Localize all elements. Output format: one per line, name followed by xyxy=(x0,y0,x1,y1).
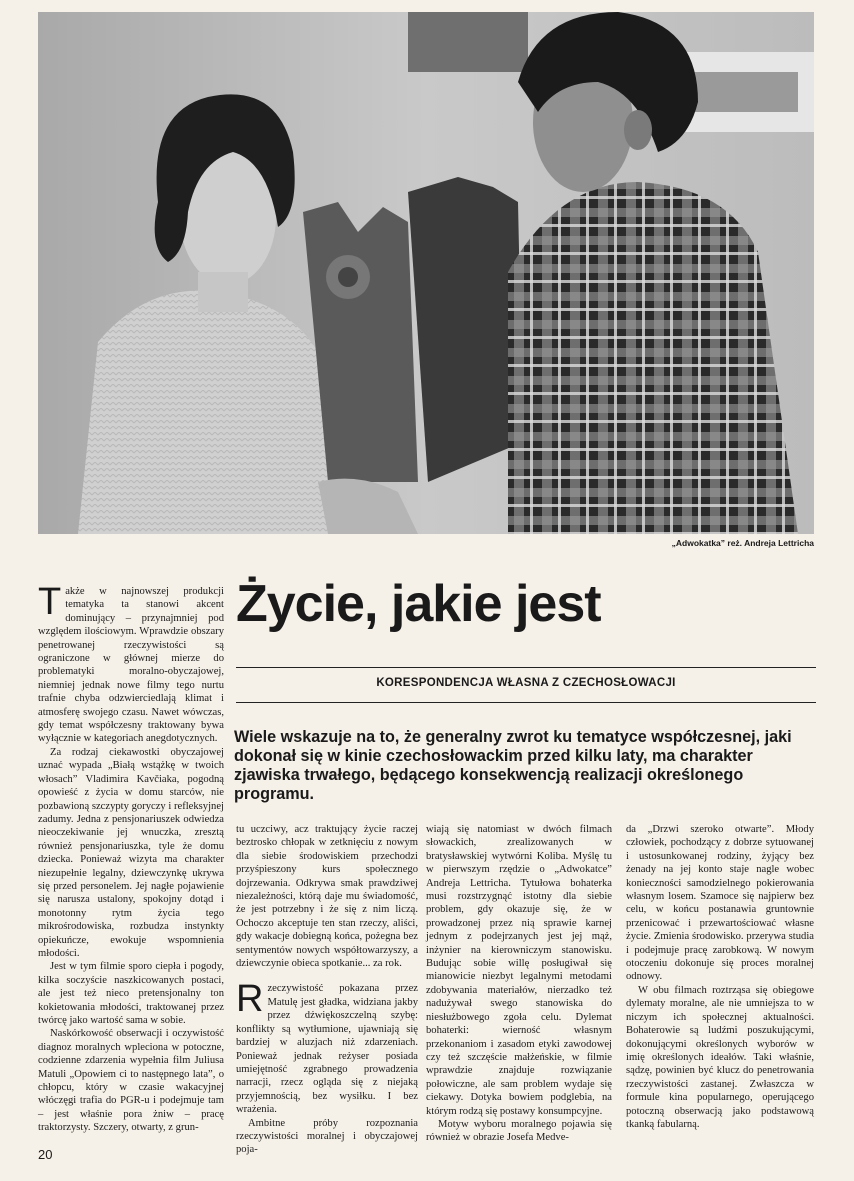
drop-cap: T xyxy=(38,581,62,623)
paragraph: Za rodzaj ciekawostki obyczajowej uznać wypada „Białą wstążkę w twoich włosach” Vladimira Kavčiaka, pogodną opowieść z życia w domu starców, nie pozbawioną szczypty goryczy i refleksyjnej zadumy. Jedna z pensjonariuszek odwiedza nieoczekiwanie jej wnuczka, zresztą również pensjonariuszka, tyle że domu dziecka. Ponieważ wizyta ma charakter niezupełnie legalny, dziewczynkę ukrywa się przed personelem. Jej nagłe pojawienie się narusza ustalony, spokojny dotąd i monotonny rytm życia tego mikrośrodowiska, rozbudza instynkty opiekuńcze, ewokuje wspomnienia młodości. xyxy=(38,746,224,959)
paragraph: da „Drzwi szeroko otwarte”. Młody człowiek, pochodzący z dobrze sytuowanej i ustosunkowanej rodziny, żyjący bez żenady na jej konto staje nagle wobec konieczności samodzielnego pokierowania własnym losem. Szamoce się najpierw bez celu, w końcu postanawia gruntownie przenicować i przewartościować własne życie. Zmienia środowisko. przerywa studia i podejmuje pracę zarobkową. W nowym otoczeniu dokonuje się proces moralnej odnowy. xyxy=(626,824,814,983)
paragraph: Naskórkowość obserwacji i oczywistość diagnoz moralnych wpleciona w potoczne, codzienne zdarzenia wypełnia film Juliusa Matuli „Opowiem ci to następnego lata”, o chłopcu, który w czasie wakacyjnej włóczęgi trafia do PGR-u i podejmuje tam – jest właśnie pora żniw – pracę traktorzysty. Szczery, otwarty, z grun- xyxy=(38,1028,224,1134)
paragraph: Także w najnowszej produkcji tematyka ta stanowi akcent dominujący – przynajmniej pod względem ilościowym. Wprawdzie obszary penetrowanej rzeczywistości są ograniczone w głównej mierze do problematyki moralno-obyczajowej, niemniej jednak nowe filmy tego nurtu trafnie chyba odzwierciedlają klimat i atmosferę swojego czasu. Nawet wówczas, gdy temat współczesny traktowany bywa wyłącznie w kategoriach anegdotycznych. xyxy=(38,581,224,745)
article-column-1 xyxy=(38,581,224,1135)
drop-cap: R xyxy=(236,978,264,1021)
article-lead: Wiele wskazuje na to, że generalny zwrot ku tematyce współczesnej, jaki dokonał się w kinie czechosłowackim przed kilku laty, ma charakter zjawiska trwałego, będącego konsekwencją realizacji określonego programu. xyxy=(234,728,792,803)
title-rule-top xyxy=(236,667,816,668)
paragraph: tu uczciwy, acz traktujący życie raczej beztrosko chłopak w zetknięciu z nowym dla siebie środowiskiem przechodzi przyśpieszony kurs społecznego dojrzewania. Odkrywa smak prawdziwej niezależności, którą daje mu świadomość, że jest potrzebny i że się z nim liczą. Ochoczo akceptuje ten stan rzeczy, aliści, gdy wakacje dobiegną końca, pożegna bez sentymentów nowych współtowarzyszy, a dziewczynie obieca spotkanie... za rok. xyxy=(236,824,418,970)
film-still-photo xyxy=(38,12,814,534)
paragraph: Rzeczywistość pokazana przez Matulę jest gładka, widziana jakby przez dźwiękoszczelną szybę: konflikty są wytłumione, ujawniają się bardziej w aluzjach niż zdarzeniach. Ponieważ jednak reżyser posiada umiejętność zgrabnego prowadzenia narracji, rzecz ogląda się z niejaką przyjemnością, bez wysiłku. I bez wrażenia. xyxy=(236,978,418,1116)
page-number: 20 xyxy=(38,1147,53,1162)
article-column-4 xyxy=(626,823,814,1131)
article-column-2 xyxy=(236,823,418,1157)
article-column-3 xyxy=(426,823,612,1145)
film-still-illustration xyxy=(38,12,814,534)
paragraph: Motyw wyboru moralnego pojawia się również w obrazie Josefa Medve- xyxy=(426,1118,612,1144)
photo-caption: „Adwokatka” reż. Andreja Lettricha xyxy=(671,538,814,548)
paragraph: W obu filmach roztrząsa się obiegowe dylematy moralne, ale nie umniejsza to w niczym ich społecznej aktualności. Bohaterowie są ludźmi poszukującymi, dokonującymi określonych wyborów w imię określonych ideałów. Taki właśnie, sądzę, powinien być klucz do penetrowania rzeczywistości zastanej. Zwłaszcza w formule kina popularnego, operującego potoczną obserwacją jako podstawową tkanką fabularną. xyxy=(626,984,814,1130)
article-title: Życie, jakie jest xyxy=(236,575,601,633)
title-rule-bottom xyxy=(236,702,816,703)
paragraph: wiają się natomiast w dwóch filmach słowackich, zrealizowanych w bratysławskiej wytwórni Koliba. Myślę tu w pierwszym rzędzie o „Adwokatce” Andreja Lettricha. Tytułowa bohaterka musi rozstrzygnąć istotny dla siebie problem, gdy okazuje się, że w prowadzonej przez nią sprawie karnej jednym z podejrzanych jest jej mąż, inżynier na kierowniczym stanowisku. Budując sobie willę posługiwał się mianowicie niezbyt legalnymi metodami zdobywania materiałów, nierzadko też nadużywał swego stanowiska do niesłużbowego zgoła celu. Dylemat bohaterki: wierność własnym przekonaniom i zasadom etyki zawodowej czy też szczęście małżeńskie, w filmie wprawdzie znajduje rozwiązanie połowiczne, ale sam problem wydaje się ciekawy. Dotyka bowiem podglebia, na którym rodzą się postawy konsumpcyjne. xyxy=(426,824,612,1117)
article-subtitle: KORESPONDENCJA WŁASNA Z CZECHOSŁOWACJI xyxy=(376,677,676,689)
paragraph: Ambitne próby rozpoznania rzeczywistości moralnej i obyczajowej poja- xyxy=(236,1117,418,1156)
paragraph: Jest w tym filmie sporo ciepła i pogody, kilka soczyście naszkicowanych postaci, ale jest też nieco pretensjonalny ton kokietowania młodości, traktowanej przez twórcę jako wartość sama w sobie. xyxy=(38,961,224,1026)
